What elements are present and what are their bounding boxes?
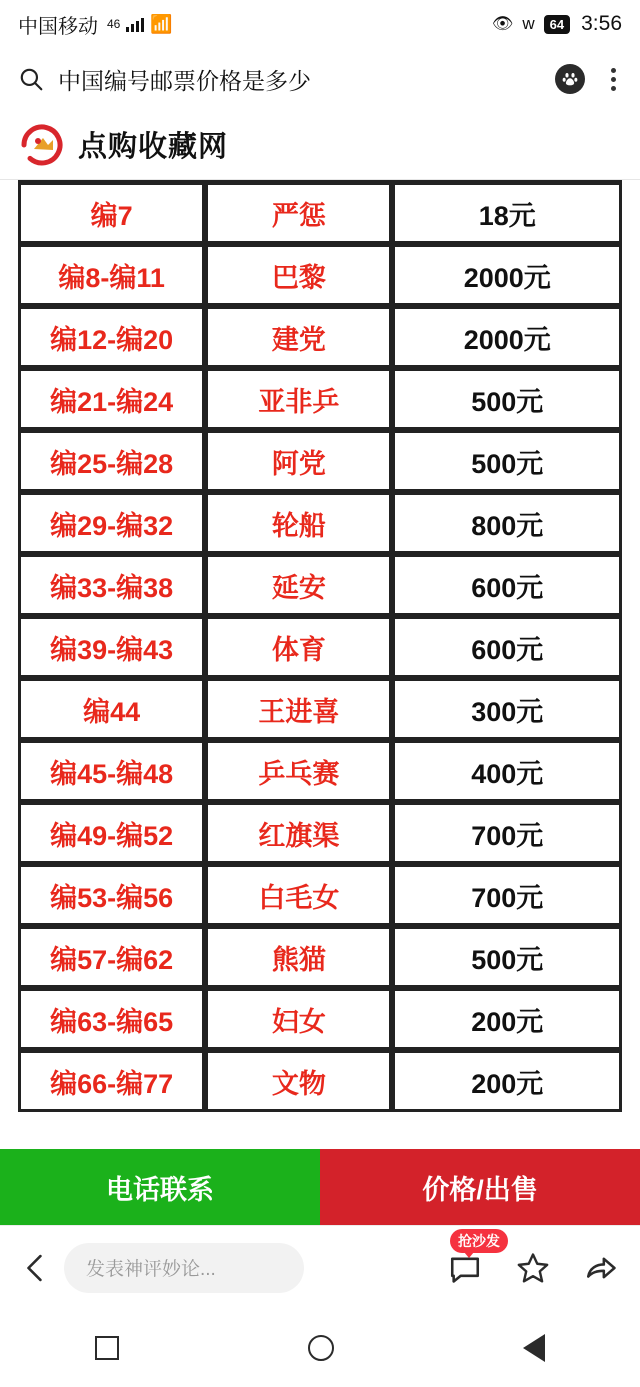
signal-bars-icon [126, 16, 144, 32]
kebab-menu-icon[interactable] [605, 66, 622, 93]
eye-icon: 👁 [491, 14, 514, 33]
cell-name: 妇女 [205, 988, 392, 1050]
cell-name: 严惩 [205, 182, 392, 244]
baidu-paw-icon[interactable] [555, 64, 585, 94]
table-row [18, 182, 622, 244]
table-row [18, 678, 622, 740]
cell-code: 编45-编48 [18, 740, 205, 802]
cell-name: 建党 [205, 306, 392, 368]
cell-price: 18元 [392, 182, 622, 244]
back-chevron-icon[interactable] [22, 1251, 48, 1285]
comment-bar [0, 1225, 640, 1309]
cell-name: 文物 [205, 1050, 392, 1112]
table-row [18, 988, 622, 1050]
cell-name: 白毛女 [205, 864, 392, 926]
cell-code: 编66-编77 [18, 1050, 205, 1112]
cell-price: 2000元 [392, 306, 622, 368]
cell-name: 阿党 [205, 430, 392, 492]
cell-price: 500元 [392, 926, 622, 988]
clock-label: 3:56 [581, 12, 622, 35]
table-row [18, 430, 622, 492]
site-header [0, 110, 640, 180]
cell-name: 体育 [205, 616, 392, 678]
cell-name: 延安 [205, 554, 392, 616]
status-bar-left [18, 10, 173, 39]
system-nav-bar [0, 1309, 640, 1387]
bluetooth-icon: w [522, 14, 535, 33]
price-sell-button[interactable]: 价格/出售 [320, 1149, 640, 1225]
share-icon[interactable] [584, 1251, 618, 1285]
cell-price: 400元 [392, 740, 622, 802]
phone-contact-button[interactable]: 电话联系 [0, 1149, 320, 1225]
table-row [18, 306, 622, 368]
search-icon [18, 66, 44, 92]
network-type-label: 46 [107, 17, 121, 31]
site-title: 点购收藏网 [78, 131, 229, 163]
wifi-icon: 📶 [150, 13, 173, 34]
comment-input[interactable]: 发表神评妙论... [64, 1243, 304, 1293]
triangle-back-icon[interactable] [523, 1334, 545, 1362]
cell-code: 编33-编38 [18, 554, 205, 616]
status-bar-right [492, 12, 622, 36]
cell-code: 编44 [18, 678, 205, 740]
site-logo-icon[interactable] [20, 123, 64, 167]
page-content [0, 180, 640, 1149]
stamp-price-table [18, 180, 622, 1112]
search-bar[interactable] [0, 48, 640, 110]
cell-code: 编49-编52 [18, 802, 205, 864]
cell-price: 200元 [392, 1050, 622, 1112]
cell-code: 编57-编62 [18, 926, 205, 988]
table-row [18, 926, 622, 988]
comment-bubble-icon[interactable] [448, 1232, 500, 1285]
square-recents-icon[interactable] [95, 1336, 119, 1360]
cell-name: 乒乓赛 [205, 740, 392, 802]
cell-code: 编39-编43 [18, 616, 205, 678]
table-row [18, 616, 622, 678]
cell-code: 编7 [18, 182, 205, 244]
table-row [18, 368, 622, 430]
action-bar [0, 1149, 640, 1225]
search-bar-actions [555, 64, 622, 94]
cell-price: 200元 [392, 988, 622, 1050]
cell-code: 编63-编65 [18, 988, 205, 1050]
cell-code: 编53-编56 [18, 864, 205, 926]
comment-bar-icons [448, 1232, 618, 1285]
cell-price: 700元 [392, 802, 622, 864]
cell-code: 编21-编24 [18, 368, 205, 430]
table-row [18, 492, 622, 554]
cell-name: 王进喜 [205, 678, 392, 740]
table-row [18, 554, 622, 616]
cell-price: 600元 [392, 554, 622, 616]
cell-price: 2000元 [392, 244, 622, 306]
search-query-text[interactable]: 中国编号邮票价格是多少 [58, 67, 311, 94]
cell-price: 500元 [392, 368, 622, 430]
cell-code: 编25-编28 [18, 430, 205, 492]
comment-badge: 抢沙发 [450, 1229, 508, 1253]
cell-price: 500元 [392, 430, 622, 492]
table-row [18, 740, 622, 802]
cell-price: 300元 [392, 678, 622, 740]
battery-indicator: 64 [544, 15, 570, 34]
table-body [18, 180, 622, 1112]
status-bar [0, 0, 640, 48]
cell-price: 700元 [392, 864, 622, 926]
table-row [18, 1050, 622, 1112]
cell-code: 编29-编32 [18, 492, 205, 554]
cell-name: 巴黎 [205, 244, 392, 306]
cell-code: 编12-编20 [18, 306, 205, 368]
circle-home-icon[interactable] [308, 1335, 334, 1361]
cell-name: 轮船 [205, 492, 392, 554]
cell-price: 800元 [392, 492, 622, 554]
cell-name: 亚非乒 [205, 368, 392, 430]
table-row [18, 864, 622, 926]
cell-name: 熊猫 [205, 926, 392, 988]
cell-name: 红旗渠 [205, 802, 392, 864]
table-row [18, 802, 622, 864]
star-icon[interactable] [516, 1251, 550, 1285]
cell-code: 编8-编11 [18, 244, 205, 306]
carrier-label: 中国移动 [18, 15, 98, 38]
table-row [18, 244, 622, 306]
cell-price: 600元 [392, 616, 622, 678]
